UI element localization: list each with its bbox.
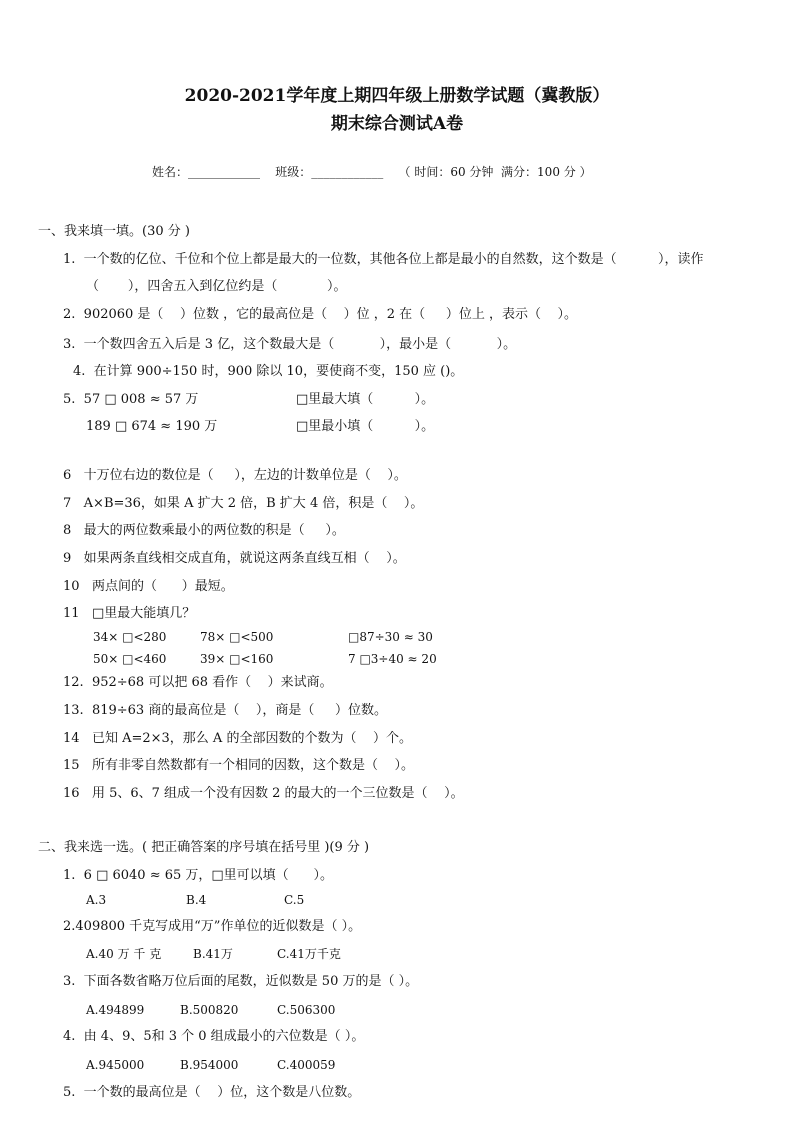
question-1-2: 2. 902060 是（ ）位数 ，它的最高位是（ ）位 ，2 在（ ）位上 ，表示（ ）。 [63,307,577,322]
question-2-1-option-b: B.4 [186,893,207,907]
question-1-5a: 5. 57 □ 008 ≈ 57 万 [63,392,199,407]
question-1-1a: 1. 一个数的亿位、千位和个位上都是最大的一位数，其他各位上都是最小的自然数，这个数是（ ），读作 [63,252,704,267]
question-1-14: 14 已知 A=2×3，那么 A 的全部因数的个数为（ ）个。 [63,731,412,746]
question-2-2-option-b: B.41万 [193,947,233,961]
question-1-15: 15 所有非零自然数都有一个相同的因数，这个数是（ ）。 [63,758,414,773]
question-1-11-r1b: 78× □<500 [200,630,274,644]
question-1-11: 11 □里最大能填几？ [63,606,196,621]
question-1-10: 10 两点间的（ ）最短。 [63,579,234,594]
question-1-4: 4. 在计算 900÷150 时，900 除以 10，要使商不变，150 应 ()。 [73,364,464,379]
question-2-4-option-b: B.954000 [180,1058,239,1072]
question-1-11-r1c: □87÷30 ≈ 30 [348,630,433,644]
question-2-1: 1. 6 □ 6040 ≈ 65 万，□里可以填（ ）。 [63,868,333,883]
question-2-2: 2.409800 千克写成用“万”作单位的近似数是（ ）。 [63,919,362,934]
question-2-3-option-c: C.506300 [277,1003,336,1017]
question-2-3-option-b: B.500820 [180,1003,239,1017]
question-1-12: 12. 952÷68 可以把 68 看作（ ）来试商。 [63,675,333,690]
question-1-13: 13. 819÷63 商的最高位是（ ），商是（ ）位数。 [63,703,388,718]
question-1-16: 16 用 5、6、7 组成一个没有因数 2 的最大的一个三位数是（ ）。 [63,786,464,801]
question-1-5b-blank: □里最小填（ ）。 [296,419,435,434]
question-2-1-option-a: A.3 [86,893,107,907]
exam-title: 2020-2021学年度上期四年级上册数学试题（冀教版） [184,86,610,106]
exam-subtitle: 期末综合测试A卷 [330,114,464,134]
question-2-2-option-c: C.41万千克 [277,947,341,961]
question-2-4: 4. 由 4、9、5和 3 个 0 组成最小的六位数是（ ）。 [63,1029,365,1044]
question-1-7: 7 A×B=36，如果 A 扩大 2 倍，B 扩大 4 倍，积是（ ）。 [63,496,424,511]
section-2-heading: 二、我来选一选。( 把正确答案的序号填在括号里 )(9 分 ) [38,840,370,855]
question-1-11-r1a: 34× □<280 [93,630,167,644]
question-1-11-r2a: 50× □<460 [93,652,167,666]
question-1-11-r2c: 7 □3÷40 ≈ 20 [348,652,437,666]
question-1-8: 8 最大的两位数乘最小的两位数的积是（ ）。 [63,523,345,538]
question-2-2-option-a: A.40 万 千 克 [86,947,162,961]
question-1-11-r2b: 39× □<160 [200,652,274,666]
question-1-5a-blank: □里最大填（ ）。 [296,392,435,407]
question-2-1-option-c: C.5 [284,893,305,907]
question-2-4-option-a: A.945000 [86,1058,145,1072]
student-info-line: 姓名：____________ 班级：____________ （ 时间：60 分钟 满分：100 分 ） [152,165,592,179]
question-1-1b: （ ），四舍五入到亿位约是（ ）。 [86,279,347,294]
question-2-3-option-a: A.494899 [86,1003,145,1017]
question-2-4-option-c: C.400059 [277,1058,336,1072]
question-2-3: 3. 下面各数省略万位后面的尾数，近似数是 50 万的是（ ）。 [63,974,419,989]
question-1-6: 6 十万位右边的数位是（ ），左边的计数单位是（ ）。 [63,468,407,483]
section-1-heading: 一、我来填一填。(30 分 ) [38,224,190,239]
question-1-5b: 189 □ 674 ≈ 190 万 [86,419,218,434]
question-1-9: 9 如果两条直线相交成直角，就说这两条直线互相（ ）。 [63,551,406,566]
question-2-5: 5. 一个数的最高位是（ ）位，这个数是八位数。 [63,1085,361,1100]
question-1-3: 3. 一个数四舍五入后是 3 亿，这个数最大是（ ），最小是（ ）。 [63,337,517,352]
